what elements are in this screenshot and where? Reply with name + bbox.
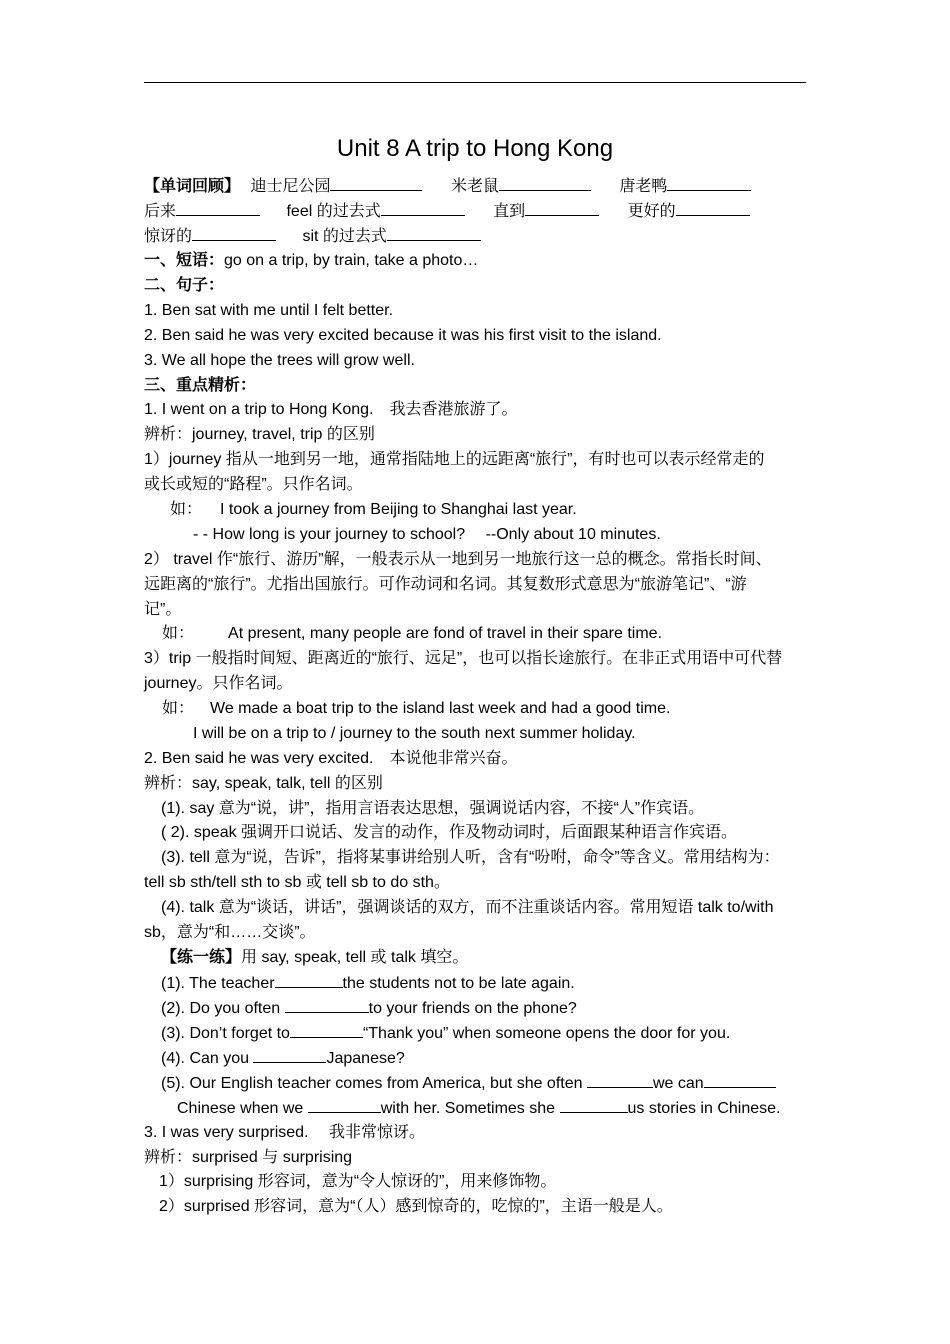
answer-blank[interactable] (308, 1098, 381, 1113)
practice-heading (161, 948, 468, 968)
journey-example: - - How long is your journey to school? --Only about 10 minutes. (193, 526, 661, 543)
practice-label: 【练一练】 (161, 949, 242, 966)
point-3-analysis: 辨析：surprised 与 surprising (144, 1149, 353, 1166)
sentences-label: 二、句子： (144, 277, 225, 294)
practice-question (161, 973, 575, 994)
vocab-item: 更好的 (627, 203, 676, 220)
talk-text: (4). talk 意为“谈话，讲话”，强调谈话的双方，而不注重谈话内容。常用短语 talk to/with (161, 899, 774, 916)
answer-blank[interactable] (192, 226, 276, 241)
question-text: (1). The teacher (161, 975, 275, 992)
talk-text: sb，意为“和……交谈”。 (144, 924, 316, 941)
question-text: Japanese? (326, 1050, 405, 1067)
point-1-heading: 1. I went on a trip to Hong Kong. 我去香港旅游了。 (144, 401, 518, 418)
answer-blank[interactable] (560, 1098, 628, 1113)
question-text: to your friends on the phone? (368, 1000, 577, 1017)
say-text: (1). say 意为“说，讲”，指用言语表达思想，强调说话内容，不接“人”作宾语。 (161, 800, 705, 817)
vocab-heading: 【单词回顾】 (144, 178, 241, 195)
key-points-label: 三、重点精析： (144, 377, 257, 394)
phrases-text: go on a trip, by train, take a photo… (224, 252, 479, 269)
answer-blank[interactable] (704, 1073, 776, 1088)
vocab-row-2 (144, 201, 750, 222)
sentence-item: 1. Ben sat with me until I felt better. (144, 302, 394, 319)
travel-example (162, 624, 662, 644)
travel-text: 记”。 (144, 601, 182, 618)
travel-text: 2） travel 作“旅行、游历”解，一般表示从一地到另一地旅行这一总的概念。常指长时间、 (144, 551, 772, 568)
practice-question (161, 998, 577, 1019)
answer-blank[interactable] (667, 176, 751, 191)
trip-text: 3）trip 一般指时间短、距离近的“旅行、远足”，也可以指长途旅行。在非正式用语中可代替 (144, 650, 783, 667)
tell-text: tell sb sth/tell sth to sb 或 tell sb to do sth。 (144, 874, 450, 891)
journey-text: 1）journey 指从一地到另一地，通常指陆地上的远距离“旅行”，有时也可以表示经常走的 (144, 451, 765, 468)
answer-blank[interactable] (330, 176, 422, 191)
practice-question-cont (177, 1098, 780, 1119)
trip-text: journey。只作名词。 (144, 675, 293, 692)
practice-instructions: 用 say, speak, tell 或 talk 填空。 (241, 949, 469, 966)
answer-blank[interactable] (381, 201, 465, 216)
question-text: “Thank you” when someone opens the door for you. (362, 1025, 731, 1042)
page-title: Unit 8 A trip to Hong Kong (336, 135, 614, 162)
point-2-heading: 2. Ben said he was very excited. 本说他非常兴奋。 (144, 750, 518, 767)
vocab-row-1 (144, 176, 751, 197)
point-2-analysis: 辨析：say, speak, talk, tell 的区别 (144, 775, 383, 792)
vocab-item: sit 的过去式 (302, 228, 387, 245)
question-text: with her. Sometimes she (380, 1100, 560, 1117)
example-text: We made a boat trip to the island last week and had a good time. (210, 700, 671, 717)
point-3-heading: 3. I was very surprised. 我非常惊讶。 (144, 1124, 425, 1141)
answer-blank[interactable] (499, 176, 591, 191)
answer-blank[interactable] (387, 226, 481, 241)
answer-blank[interactable] (285, 998, 369, 1013)
answer-blank[interactable] (525, 201, 599, 216)
question-text: we can (652, 1075, 704, 1092)
journey-text: 或长或短的“路程”。只作名词。 (144, 476, 363, 493)
vocab-item: 迪士尼公园 (250, 178, 331, 195)
trip-example (162, 699, 670, 719)
vocab-item: feel 的过去式 (286, 203, 381, 220)
example-label: 如： (162, 700, 195, 717)
vocab-item: 直到 (493, 203, 526, 220)
example-label: 如： (162, 625, 195, 642)
answer-blank[interactable] (290, 1023, 363, 1038)
travel-text: 远距离的“旅行”。尤指出国旅行。可作动词和名词。其复数形式意思为“旅游笔记”、“游 (144, 576, 747, 593)
answer-blank[interactable] (676, 201, 750, 216)
surprising-text: 1）surprising 形容词，意为“令人惊讶的”，用来修饰物。 (159, 1173, 557, 1190)
example-text: At present, many people are fond of travel in their spare time. (228, 625, 663, 642)
practice-question (161, 1023, 730, 1044)
answer-blank[interactable] (176, 201, 260, 216)
speak-text: ( 2). speak 强调开口说话、发言的动作，作及物动词时，后面跟某种语言作宾语。 (161, 824, 738, 841)
example-label: 如： (170, 501, 203, 518)
question-text: (5). Our English teacher comes from America, but she often (161, 1075, 587, 1092)
answer-blank[interactable] (587, 1073, 653, 1088)
example-text: I took a journey from Beijing to Shanghai last year. (220, 501, 577, 518)
answer-blank[interactable] (253, 1048, 326, 1063)
question-text: (4). Can you (161, 1050, 254, 1067)
tell-text: (3). tell 意为“说，告诉”，指将某事讲给别人听，含有“吩咐，命令”等含义。常用结构为： (161, 849, 780, 866)
phrases-line (144, 251, 478, 271)
phrases-label: 一、短语： (144, 252, 225, 269)
point-1-analysis: 辨析：journey, travel, trip 的区别 (144, 426, 375, 443)
question-text: the students not to be late again. (342, 975, 575, 992)
vocab-item: 米老鼠 (450, 178, 499, 195)
question-text: Chinese when we (177, 1100, 308, 1117)
header-rule (144, 82, 806, 83)
vocab-item: 惊讶的 (144, 228, 193, 245)
answer-blank[interactable] (275, 973, 343, 988)
vocab-row-3 (144, 226, 481, 247)
vocab-item: 后来 (144, 203, 177, 220)
sentence-item: 2. Ben said he was very excited because it was his first visit to the island. (144, 327, 662, 344)
sentence-item: 3. We all hope the trees will grow well. (144, 352, 415, 369)
journey-example (170, 500, 577, 520)
question-text: (2). Do you often (161, 1000, 285, 1017)
practice-question (161, 1073, 776, 1094)
practice-question (161, 1048, 405, 1069)
vocab-item: 唐老鸭 (619, 178, 668, 195)
question-text: us stories in Chinese. (627, 1100, 781, 1117)
question-text: (3). Don’t forget to (161, 1025, 290, 1042)
trip-example: I will be on a trip to / journey to the south next summer holiday. (193, 725, 636, 742)
surprised-text: 2）surprised 形容词，意为“（人）感到惊奇的，吃惊的”，主语一般是人。 (159, 1198, 673, 1215)
